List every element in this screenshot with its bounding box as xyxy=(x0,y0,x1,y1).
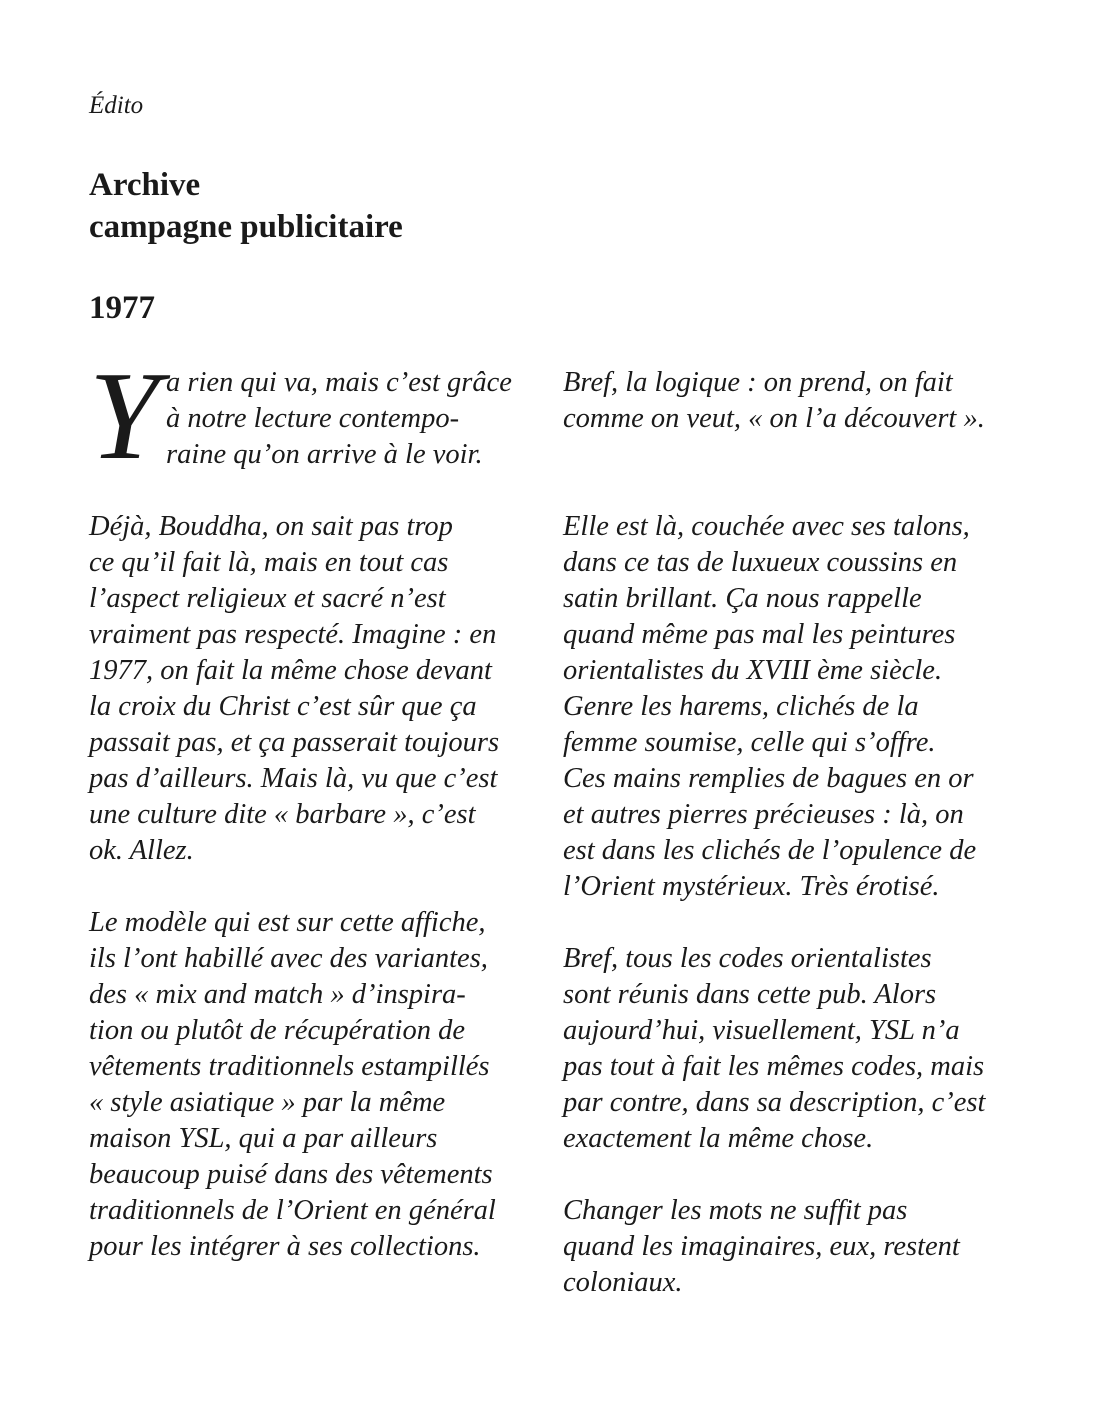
section-kicker: Édito xyxy=(89,92,144,119)
title-line-2: campagne publicitaire xyxy=(89,209,403,245)
text-line: passait pas, et ça passerait toujours xyxy=(89,727,500,758)
text-line: Genre les harems, clichés de la xyxy=(563,691,919,722)
text-line: pas tout à fait les mêmes codes, mais xyxy=(563,1051,985,1082)
text-line: vêtements traditionnels estampillés xyxy=(89,1051,490,1082)
text-line: comme on veut, « on l’a découvert ». xyxy=(563,403,985,434)
text-line: est dans les clichés de l’opulence de xyxy=(563,835,977,866)
title-line-1: Archive xyxy=(89,167,201,203)
text-line: Bref, tous les codes orientalistes xyxy=(563,943,932,974)
right-column xyxy=(563,365,1023,1337)
text-line: exactement la même chose. xyxy=(563,1123,874,1154)
text-line: satin brillant. Ça nous rappelle xyxy=(563,583,922,614)
text-line: maison YSL, qui a par ailleurs xyxy=(89,1123,438,1154)
text-line: ils l’ont habillé avec des variantes, xyxy=(89,943,488,974)
text-line: ce qu’il fait là, mais en tout cas xyxy=(89,547,449,578)
left-column xyxy=(89,347,544,1301)
paragraph-elle-est-la xyxy=(563,509,1023,905)
intro-lines xyxy=(166,365,512,473)
text-line: Ces mains remplies de bagues en or xyxy=(563,763,974,794)
text-line: tion ou plutôt de récupération de xyxy=(89,1015,465,1046)
text-line: par contre, dans sa description, c’est xyxy=(563,1087,986,1118)
text-line: et autres pierres précieuses : là, on xyxy=(563,799,964,830)
text-line: des « mix and match » d’inspira- xyxy=(89,979,466,1010)
dropcap-letter: Y xyxy=(89,347,160,486)
page-title xyxy=(89,164,403,248)
text-line: vraiment pas respecté. Imagine : en xyxy=(89,619,497,650)
text-line: raine qu’on arrive à le voir. xyxy=(166,439,483,470)
text-line: a rien qui va, mais c’est grâce xyxy=(166,367,512,398)
text-line: la croix du Christ c’est sûr que ça xyxy=(89,691,477,722)
text-line: à notre lecture contempo- xyxy=(166,403,460,434)
text-line: femme soumise, celle qui s’offre. xyxy=(563,727,936,758)
text-line: Bref, la logique : on prend, on fait xyxy=(563,367,953,398)
text-line: pas d’ailleurs. Mais là, vu que c’est xyxy=(89,763,498,794)
text-line: quand même pas mal les peintures xyxy=(563,619,956,650)
paragraph-bref-logique xyxy=(563,365,1023,437)
text-line: beaucoup puisé dans des vêtements xyxy=(89,1159,493,1190)
text-line: pour les intégrer à ses collections. xyxy=(89,1231,481,1262)
text-line: Changer les mots ne suffit pas xyxy=(563,1195,908,1226)
text-line: « style asiatique » par la même xyxy=(89,1087,446,1118)
year-heading: 1977 xyxy=(89,290,155,326)
text-line: l’Orient mystérieux. Très érotisé. xyxy=(563,871,940,902)
text-line: Le modèle qui est sur cette affiche, xyxy=(89,907,486,938)
text-line: coloniaux. xyxy=(563,1267,683,1298)
text-line: aujourd’hui, visuellement, YSL n’a xyxy=(563,1015,960,1046)
text-line: Elle est là, couchée avec ses talons, xyxy=(563,511,970,542)
text-line: ok. Allez. xyxy=(89,835,194,866)
text-line: l’aspect religieux et sacré n’est xyxy=(89,583,446,614)
paragraph-conclusion xyxy=(563,1193,1023,1301)
paragraph-codes-orientalistes xyxy=(563,941,1023,1157)
text-line: orientalistes du XVIII ème siècle. xyxy=(563,655,943,686)
text-line: sont réunis dans cette pub. Alors xyxy=(563,979,937,1010)
text-line: Déjà, Bouddha, on sait pas trop xyxy=(89,511,453,542)
text-line: 1977, on fait la même chose devant xyxy=(89,655,492,686)
text-line: une culture dite « barbare », c’est xyxy=(89,799,476,830)
text-line: dans ce tas de luxueux coussins en xyxy=(563,547,958,578)
paragraph-bouddha xyxy=(89,509,544,869)
text-line: quand les imaginaires, eux, restent xyxy=(563,1231,960,1262)
intro-paragraph xyxy=(89,347,544,486)
text-line: traditionnels de l’Orient en général xyxy=(89,1195,496,1226)
paragraph-modele xyxy=(89,905,544,1265)
